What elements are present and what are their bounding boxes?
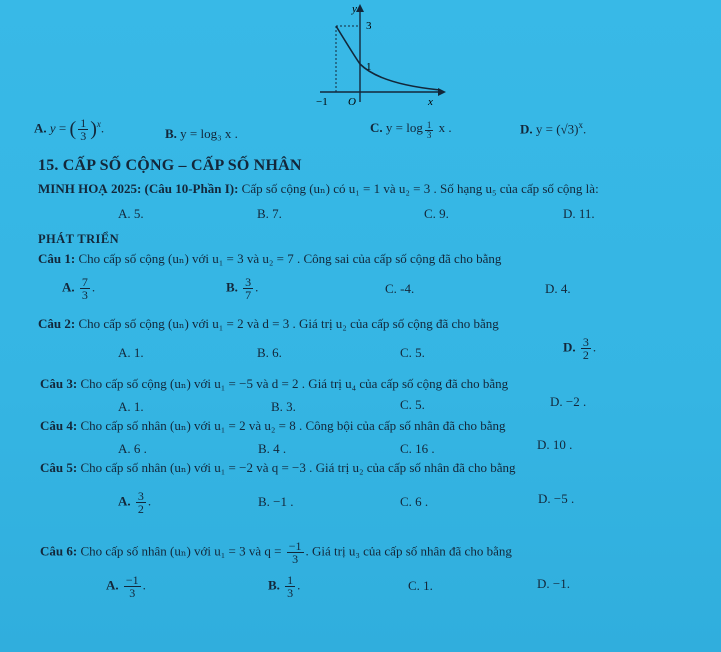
q3-option-c: C. 5. [400, 397, 425, 412]
develop-heading: PHÁT TRIỂN [38, 232, 119, 246]
q6-option-b: B. $\frac{1}{3}$ . [268, 573, 301, 600]
q4-option-a: A. 6 . [118, 441, 147, 456]
exam-question: MINH HOẠ 2025: (Câu 10-Phần I): Cấp số cộng (uₙ) có u₁ = 1 và u₂ = 3 . Số hạng u₅ của cấp số cộng là: [38, 181, 599, 196]
prev-option-d: D. $y = (√3)^x$. [520, 120, 587, 137]
q3-option-d: D. −2 . [550, 394, 587, 409]
tick-minus-1: −1 [316, 96, 328, 108]
y-axis-label: y [352, 3, 357, 15]
q2-option-b: B. 6. [257, 345, 282, 360]
tick-3: 3 [366, 20, 372, 32]
exam-option-c: C. 9. [424, 206, 449, 221]
curve [336, 26, 440, 90]
q5-option-a: A. $\frac{3}{2}$ . [118, 489, 152, 516]
q3-option-b: B. 3. [271, 399, 296, 414]
question-3: Câu 3: Cho cấp số cộng (uₙ) với u₁ = −5 và d = 2 . Giá trị u₄ của cấp số cộng đã cho bằng [40, 376, 509, 391]
q5-option-c: C. 6 . [400, 494, 429, 509]
tick-1: 1 [366, 61, 372, 73]
q6-option-c: C. 1. [408, 578, 433, 593]
q6-option-a: A. $\frac{-1}{3}$ . [106, 573, 146, 600]
q2-option-c: C. 5. [400, 345, 425, 360]
question-6: Câu 6: Cho cấp số nhân (uₙ) với u₁ = 3 và q = $\frac{-1}{3}$ . Giá trị u₃ của cấp số nhân đã cho bằng [40, 539, 512, 566]
prev-option-a: A. y = ( $\frac{1}{3}$ )$^x$. [34, 116, 105, 143]
exam-option-d: D. 11. [563, 206, 595, 221]
q1-option-c: C. -4. [385, 281, 415, 296]
section-title: 15. CẤP SỐ CỘNG – CẤP SỐ NHÂN [38, 157, 302, 174]
question-5: Câu 5: Cho cấp số nhân (uₙ) với u₁ = −2 và q = −3 . Giá trị u₂ của cấp số nhân đã cho bằng [40, 460, 516, 475]
q6-option-d: D. −1. [537, 576, 570, 591]
q1-option-b: B. $\frac{3}{7}$ . [226, 275, 259, 302]
prev-option-c: C. y = log $\frac{1}{3}$ x . [370, 120, 452, 140]
q4-option-b: B. 4 . [258, 441, 287, 456]
exponential-graph [300, 2, 450, 110]
exam-option-a: A. 5. [118, 206, 144, 221]
exam-option-b: B. 7. [257, 206, 282, 221]
q1-option-d: D. 4. [545, 281, 571, 296]
q2-option-d: D. $\frac{3}{2}$ . [563, 335, 597, 362]
origin-label: O [348, 96, 356, 108]
q5-option-b: B. −1 . [258, 494, 294, 509]
q4-option-c: C. 16 . [400, 441, 435, 456]
prev-option-b: B. y = log₃ x . [165, 126, 238, 141]
question-1: Câu 1: Cho cấp số cộng (uₙ) với u₁ = 3 và u₂ = 7 . Công sai của cấp số cộng đã cho bằng [38, 251, 502, 266]
q5-option-d: D. −5 . [538, 491, 575, 506]
q4-option-d: D. 10 . [537, 437, 573, 452]
y-axis-arrow [356, 4, 364, 12]
q1-option-a: A. $\frac{7}{3}$ . [62, 275, 96, 302]
q2-option-a: A. 1. [118, 345, 144, 360]
question-2: Câu 2: Cho cấp số cộng (uₙ) với u₁ = 2 và d = 3 . Giá trị u₂ của cấp số cộng đã cho bằng [38, 316, 499, 331]
q3-option-a: A. 1. [118, 399, 144, 414]
question-4: Câu 4: Cho cấp số nhân (uₙ) với u₁ = 2 và u₂ = 8 . Công bội của cấp số nhân đã cho bằng [40, 418, 506, 433]
x-axis-label: x [428, 96, 433, 108]
